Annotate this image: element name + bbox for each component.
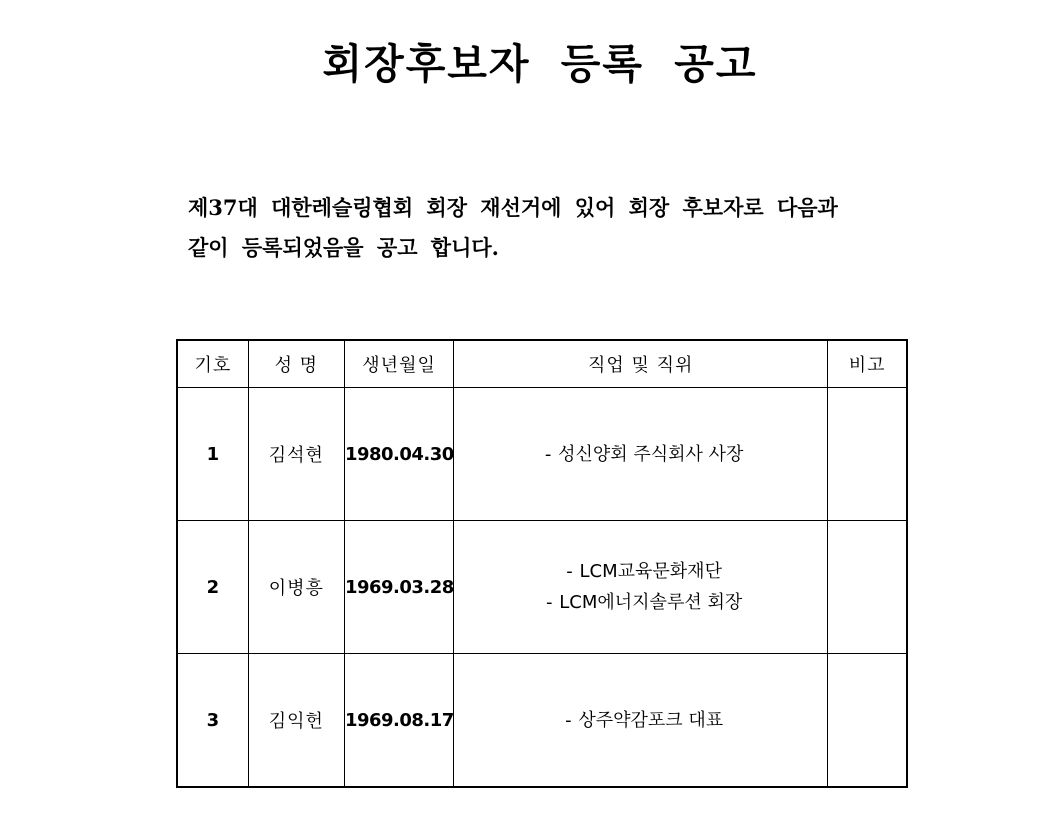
table-row xyxy=(177,388,907,521)
occupation-line: - 성신양회 주식회사 사장 xyxy=(544,443,744,465)
candidate-remarks xyxy=(828,521,907,654)
candidate-table xyxy=(176,339,908,788)
table-row xyxy=(177,521,907,654)
announcement-text xyxy=(188,188,908,268)
header-occupation: 직업 및 직위 xyxy=(454,340,828,388)
table-row xyxy=(177,654,907,788)
candidate-number: 2 xyxy=(177,521,248,654)
header-number: 기호 xyxy=(177,340,248,388)
candidate-number: 1 xyxy=(177,388,248,521)
occupation-line: - LCM에너지솔루션 회장 xyxy=(546,592,743,613)
candidate-occupation xyxy=(454,388,828,521)
candidate-name: 김익헌 xyxy=(248,654,344,788)
candidate-occupation xyxy=(454,654,828,788)
header-name: 성 명 xyxy=(248,340,344,388)
candidate-birthdate: 1969.03.28 xyxy=(344,521,453,654)
candidate-name: 김석현 xyxy=(248,388,344,521)
occupation-line: - LCM교육문화재단 xyxy=(566,561,722,582)
candidate-occupation xyxy=(454,521,828,654)
intro-line-1: 제37대 대한레슬링협회 회장 재선거에 있어 회장 후보자로 다음과 xyxy=(188,195,838,220)
table-header-row xyxy=(177,340,907,388)
intro-line-2: 같이 등록되었음을 공고 합니다. xyxy=(188,235,499,260)
page-title: 회장후보자 등록 공고 xyxy=(322,40,758,88)
occupation-line: - 상주약감포크 대표 xyxy=(565,709,724,731)
candidate-name: 이병흥 xyxy=(248,521,344,654)
candidate-birthdate: 1980.04.30 xyxy=(344,388,453,521)
candidate-remarks xyxy=(828,388,907,521)
header-remarks: 비고 xyxy=(828,340,907,388)
candidate-number: 3 xyxy=(177,654,248,788)
header-birthdate: 생년월일 xyxy=(344,340,453,388)
candidate-birthdate: 1969.08.17 xyxy=(344,654,453,788)
candidate-remarks xyxy=(828,654,907,788)
